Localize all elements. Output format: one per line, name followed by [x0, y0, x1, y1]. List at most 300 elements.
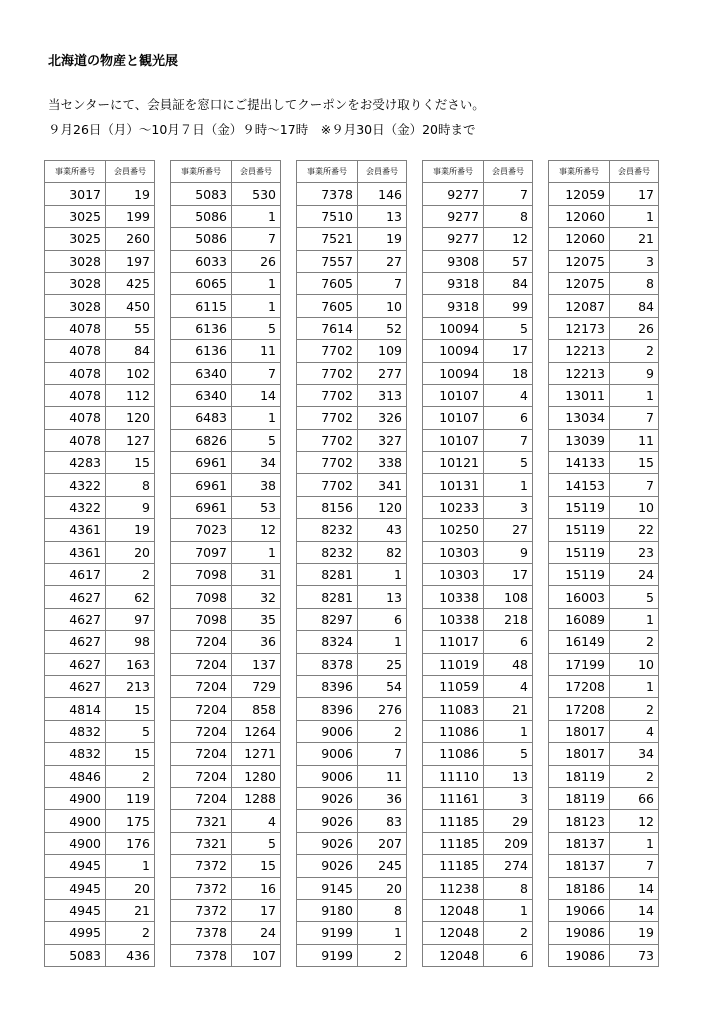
table-row: [297, 608, 407, 630]
member-number-cell: 6: [484, 631, 533, 653]
table-row: [549, 407, 659, 429]
table-row: [297, 698, 407, 720]
member-number-cell: 7: [232, 362, 281, 384]
table-row: [297, 519, 407, 541]
table-row: [549, 631, 659, 653]
member-number-cell: 19: [610, 922, 659, 944]
table-row: [549, 855, 659, 877]
member-number-cell: 5: [232, 317, 281, 339]
office-number-cell: 7702: [297, 384, 358, 406]
table-row: [171, 787, 281, 809]
office-number-cell: 9026: [297, 787, 358, 809]
member-number-cell: 53: [232, 496, 281, 518]
table-row: [45, 653, 155, 675]
member-number-cell: 11: [610, 429, 659, 451]
office-number-cell: 15119: [549, 564, 610, 586]
office-number-cell: 11017: [423, 631, 484, 653]
office-number-cell: 4322: [45, 474, 106, 496]
member-number-cell: 107: [232, 944, 281, 966]
member-number-cell: 1: [232, 205, 281, 227]
office-number-cell: 13034: [549, 407, 610, 429]
member-number-cell: 2: [358, 720, 407, 742]
member-number-cell: 82: [358, 541, 407, 563]
table-row: [423, 362, 533, 384]
member-number-cell: 5: [484, 452, 533, 474]
member-number-cell: 7: [358, 743, 407, 765]
member-number-cell: 7: [358, 272, 407, 294]
office-number-cell: 8324: [297, 631, 358, 653]
member-number-cell: 2: [610, 631, 659, 653]
office-number-cell: 9318: [423, 272, 484, 294]
table-row: [549, 295, 659, 317]
table-row: [297, 944, 407, 966]
table-row: [171, 384, 281, 406]
table-row: [297, 340, 407, 362]
table-row: [549, 810, 659, 832]
office-number-header: 事業所番号: [423, 161, 484, 183]
member-number-cell: 2: [484, 922, 533, 944]
table-row: [45, 384, 155, 406]
table-row: [297, 720, 407, 742]
table-row: [171, 519, 281, 541]
office-number-cell: 18123: [549, 810, 610, 832]
member-number-cell: 1271: [232, 743, 281, 765]
office-number-cell: 18137: [549, 832, 610, 854]
office-number-cell: 8281: [297, 564, 358, 586]
table-row: [171, 205, 281, 227]
member-number-cell: 9: [106, 496, 155, 518]
office-number-cell: 3028: [45, 272, 106, 294]
table-row: [45, 765, 155, 787]
table-row: [423, 541, 533, 563]
table-row: [549, 675, 659, 697]
member-number-cell: 73: [610, 944, 659, 966]
member-number-cell: 84: [610, 295, 659, 317]
table-row: [45, 899, 155, 921]
office-number-cell: 8232: [297, 541, 358, 563]
member-number-cell: 1: [484, 899, 533, 921]
table-row: [549, 228, 659, 250]
member-number-header: 会員番号: [232, 161, 281, 183]
member-number-cell: 26: [232, 250, 281, 272]
member-number-cell: 97: [106, 608, 155, 630]
table-row: [45, 586, 155, 608]
office-number-cell: 4945: [45, 877, 106, 899]
member-number-cell: 276: [358, 698, 407, 720]
office-number-cell: 12173: [549, 317, 610, 339]
table-row: [423, 855, 533, 877]
table-row: [423, 407, 533, 429]
member-table-3: [296, 160, 407, 967]
member-number-cell: 274: [484, 855, 533, 877]
table-row: [45, 474, 155, 496]
table-row: [171, 675, 281, 697]
table-row: [171, 899, 281, 921]
table-row: [297, 496, 407, 518]
member-number-cell: 38: [232, 474, 281, 496]
table-row: [297, 407, 407, 429]
office-number-cell: 4832: [45, 720, 106, 742]
member-number-cell: 6: [358, 608, 407, 630]
office-number-header: 事業所番号: [297, 161, 358, 183]
office-number-cell: 10303: [423, 541, 484, 563]
office-number-cell: 6136: [171, 340, 232, 362]
office-number-cell: 12075: [549, 272, 610, 294]
table-row: [297, 787, 407, 809]
office-number-cell: 18017: [549, 720, 610, 742]
table-row: [423, 720, 533, 742]
office-number-cell: 6483: [171, 407, 232, 429]
member-number-cell: 7: [484, 183, 533, 205]
member-number-cell: 54: [358, 675, 407, 697]
table-row: [45, 496, 155, 518]
member-number-cell: 102: [106, 362, 155, 384]
table-row: [423, 205, 533, 227]
member-number-cell: 84: [484, 272, 533, 294]
office-number-cell: 7098: [171, 608, 232, 630]
table-row: [45, 564, 155, 586]
member-number-cell: 21: [610, 228, 659, 250]
table-row: [45, 429, 155, 451]
member-number-cell: 9: [610, 362, 659, 384]
member-number-cell: 5: [484, 743, 533, 765]
table-row: [423, 631, 533, 653]
table-row: [45, 810, 155, 832]
member-number-cell: 21: [484, 698, 533, 720]
office-number-cell: 8156: [297, 496, 358, 518]
member-number-cell: 4: [484, 384, 533, 406]
table-row: [45, 922, 155, 944]
office-number-cell: 9277: [423, 228, 484, 250]
office-number-cell: 5086: [171, 228, 232, 250]
table-row: [297, 855, 407, 877]
table-row: [423, 653, 533, 675]
office-number-cell: 4627: [45, 608, 106, 630]
member-number-cell: 23: [610, 541, 659, 563]
office-number-cell: 7204: [171, 743, 232, 765]
office-number-cell: 7605: [297, 272, 358, 294]
office-number-cell: 7605: [297, 295, 358, 317]
office-number-cell: 6136: [171, 317, 232, 339]
office-number-cell: 9006: [297, 720, 358, 742]
table-row: [45, 608, 155, 630]
table-row: [549, 250, 659, 272]
member-number-cell: 175: [106, 810, 155, 832]
member-number-cell: 9: [484, 541, 533, 563]
table-row: [45, 228, 155, 250]
office-number-cell: 12048: [423, 922, 484, 944]
table-row: [297, 362, 407, 384]
table-row: [45, 317, 155, 339]
office-number-cell: 11086: [423, 743, 484, 765]
member-number-cell: 8: [358, 899, 407, 921]
table-header-row: [45, 161, 155, 183]
office-number-cell: 12060: [549, 205, 610, 227]
table-row: [45, 340, 155, 362]
office-number-cell: 6065: [171, 272, 232, 294]
member-number-cell: 24: [610, 564, 659, 586]
member-number-cell: 18: [484, 362, 533, 384]
member-table-1: [44, 160, 155, 967]
table-row: [297, 899, 407, 921]
member-number-cell: 15: [106, 743, 155, 765]
office-number-cell: 12213: [549, 340, 610, 362]
office-number-cell: 10094: [423, 340, 484, 362]
table-row: [171, 362, 281, 384]
member-number-cell: 197: [106, 250, 155, 272]
table-row: [549, 474, 659, 496]
table-row: [297, 474, 407, 496]
member-number-cell: 112: [106, 384, 155, 406]
member-number-cell: 2: [106, 765, 155, 787]
office-number-cell: 10233: [423, 496, 484, 518]
member-number-cell: 3: [484, 787, 533, 809]
office-number-cell: 4900: [45, 787, 106, 809]
office-number-cell: 7378: [297, 183, 358, 205]
table-row: [297, 631, 407, 653]
table-row: [171, 698, 281, 720]
member-number-cell: 5: [610, 586, 659, 608]
office-number-cell: 18119: [549, 765, 610, 787]
member-number-cell: 20: [106, 877, 155, 899]
member-number-cell: 16: [232, 877, 281, 899]
office-number-cell: 4283: [45, 452, 106, 474]
office-number-cell: 17208: [549, 698, 610, 720]
table-row: [423, 317, 533, 339]
office-number-cell: 16149: [549, 631, 610, 653]
member-number-cell: 1: [610, 608, 659, 630]
office-number-cell: 13039: [549, 429, 610, 451]
table-row: [297, 653, 407, 675]
office-number-cell: 9026: [297, 832, 358, 854]
table-row: [423, 877, 533, 899]
member-number-header: 会員番号: [106, 161, 155, 183]
member-table-4: [422, 160, 533, 967]
table-row: [297, 541, 407, 563]
table-row: [45, 877, 155, 899]
member-number-cell: 1: [610, 384, 659, 406]
table-row: [171, 720, 281, 742]
office-number-cell: 7702: [297, 452, 358, 474]
table-row: [297, 205, 407, 227]
office-number-cell: 12213: [549, 362, 610, 384]
table-row: [423, 295, 533, 317]
office-number-cell: 6961: [171, 496, 232, 518]
member-number-cell: 43: [358, 519, 407, 541]
member-number-cell: 4: [232, 810, 281, 832]
office-number-header: 事業所番号: [45, 161, 106, 183]
member-number-cell: 176: [106, 832, 155, 854]
office-number-cell: 10094: [423, 317, 484, 339]
office-number-cell: 7097: [171, 541, 232, 563]
table-row: [297, 743, 407, 765]
office-number-cell: 10338: [423, 586, 484, 608]
table-row: [549, 496, 659, 518]
member-number-cell: 2: [610, 340, 659, 362]
table-row: [171, 250, 281, 272]
office-number-cell: 4361: [45, 541, 106, 563]
member-number-cell: 5: [232, 429, 281, 451]
table-row: [171, 743, 281, 765]
table-row: [549, 653, 659, 675]
member-number-cell: 2: [610, 698, 659, 720]
office-number-cell: 11086: [423, 720, 484, 742]
office-number-cell: 7702: [297, 407, 358, 429]
office-number-cell: 4627: [45, 653, 106, 675]
table-row: [45, 832, 155, 854]
table-row: [549, 541, 659, 563]
table-row: [171, 922, 281, 944]
table-row: [297, 429, 407, 451]
office-number-cell: 12060: [549, 228, 610, 250]
member-number-cell: 1: [232, 407, 281, 429]
member-number-cell: 450: [106, 295, 155, 317]
table-row: [171, 765, 281, 787]
office-number-cell: 5083: [45, 944, 106, 966]
office-number-cell: 4617: [45, 564, 106, 586]
member-number-cell: 10: [358, 295, 407, 317]
member-number-cell: 13: [484, 765, 533, 787]
office-number-cell: 7204: [171, 675, 232, 697]
table-row: [297, 877, 407, 899]
office-number-cell: 8378: [297, 653, 358, 675]
member-number-cell: 4: [610, 720, 659, 742]
member-number-cell: 1: [610, 832, 659, 854]
member-number-cell: 98: [106, 631, 155, 653]
table-row: [45, 787, 155, 809]
table-header-row: [171, 161, 281, 183]
office-number-cell: 8396: [297, 698, 358, 720]
office-number-cell: 9199: [297, 922, 358, 944]
office-number-cell: 8232: [297, 519, 358, 541]
member-number-cell: 5: [106, 720, 155, 742]
member-number-cell: 19: [106, 519, 155, 541]
office-number-cell: 7204: [171, 631, 232, 653]
member-number-cell: 2: [106, 564, 155, 586]
table-row: [549, 183, 659, 205]
office-number-cell: 8281: [297, 586, 358, 608]
office-number-cell: 7614: [297, 317, 358, 339]
office-number-cell: 10107: [423, 384, 484, 406]
member-number-cell: 32: [232, 586, 281, 608]
member-number-cell: 84: [106, 340, 155, 362]
member-number-cell: 8: [106, 474, 155, 496]
office-number-cell: 7204: [171, 787, 232, 809]
office-number-cell: 4078: [45, 384, 106, 406]
table-row: [171, 317, 281, 339]
table-row: [549, 720, 659, 742]
office-number-cell: 3028: [45, 295, 106, 317]
table-row: [549, 586, 659, 608]
table-row: [297, 922, 407, 944]
office-number-cell: 11161: [423, 787, 484, 809]
office-number-cell: 4078: [45, 429, 106, 451]
office-number-cell: 19086: [549, 944, 610, 966]
member-number-cell: 425: [106, 272, 155, 294]
table-row: [423, 183, 533, 205]
member-number-cell: 22: [610, 519, 659, 541]
office-number-cell: 11238: [423, 877, 484, 899]
member-number-cell: 1: [610, 675, 659, 697]
member-number-cell: 858: [232, 698, 281, 720]
table-row: [423, 429, 533, 451]
table-row: [171, 183, 281, 205]
table-row: [423, 452, 533, 474]
office-number-cell: 12048: [423, 944, 484, 966]
office-number-cell: 13011: [549, 384, 610, 406]
document-title: 北海道の物産と観光展: [48, 54, 179, 69]
office-number-cell: 10131: [423, 474, 484, 496]
member-number-cell: 1: [358, 631, 407, 653]
table-row: [45, 407, 155, 429]
office-number-cell: 4078: [45, 317, 106, 339]
table-row: [45, 205, 155, 227]
office-number-cell: 11059: [423, 675, 484, 697]
table-row: [171, 429, 281, 451]
office-number-cell: 7204: [171, 698, 232, 720]
office-number-cell: 17208: [549, 675, 610, 697]
member-number-cell: 66: [610, 787, 659, 809]
table-row: [171, 631, 281, 653]
table-row: [423, 474, 533, 496]
member-number-cell: 12: [484, 228, 533, 250]
table-row: [549, 899, 659, 921]
office-number-cell: 3028: [45, 250, 106, 272]
member-number-cell: 341: [358, 474, 407, 496]
table-row: [297, 765, 407, 787]
member-number-cell: 20: [106, 541, 155, 563]
member-number-header: 会員番号: [358, 161, 407, 183]
member-number-cell: 218: [484, 608, 533, 630]
instruction-text: 当センターにて、会員証を窓口にご提出してクーポンをお受け取りください。: [48, 97, 485, 112]
office-number-cell: 12075: [549, 250, 610, 272]
table-row: [171, 541, 281, 563]
office-number-cell: 8297: [297, 608, 358, 630]
table-row: [45, 519, 155, 541]
table-row: [45, 362, 155, 384]
office-number-cell: 16089: [549, 608, 610, 630]
member-number-cell: 29: [484, 810, 533, 832]
member-number-cell: 245: [358, 855, 407, 877]
table-row: [423, 586, 533, 608]
member-number-cell: 83: [358, 810, 407, 832]
office-number-cell: 11185: [423, 855, 484, 877]
member-number-cell: 729: [232, 675, 281, 697]
member-number-cell: 127: [106, 429, 155, 451]
member-number-cell: 34: [610, 743, 659, 765]
office-number-cell: 4900: [45, 832, 106, 854]
member-number-cell: 55: [106, 317, 155, 339]
table-row: [423, 922, 533, 944]
member-number-cell: 13: [358, 205, 407, 227]
member-number-cell: 327: [358, 429, 407, 451]
office-number-cell: 7521: [297, 228, 358, 250]
member-number-cell: 7: [610, 474, 659, 496]
office-number-cell: 3025: [45, 205, 106, 227]
table-header-row: [423, 161, 533, 183]
member-number-cell: 313: [358, 384, 407, 406]
office-number-cell: 11185: [423, 832, 484, 854]
office-number-cell: 7204: [171, 720, 232, 742]
member-number-cell: 1: [484, 474, 533, 496]
office-number-cell: 10121: [423, 452, 484, 474]
office-number-cell: 10303: [423, 564, 484, 586]
office-number-cell: 4078: [45, 340, 106, 362]
office-number-cell: 12087: [549, 295, 610, 317]
table-row: [549, 698, 659, 720]
table-row: [549, 452, 659, 474]
office-number-cell: 15119: [549, 541, 610, 563]
